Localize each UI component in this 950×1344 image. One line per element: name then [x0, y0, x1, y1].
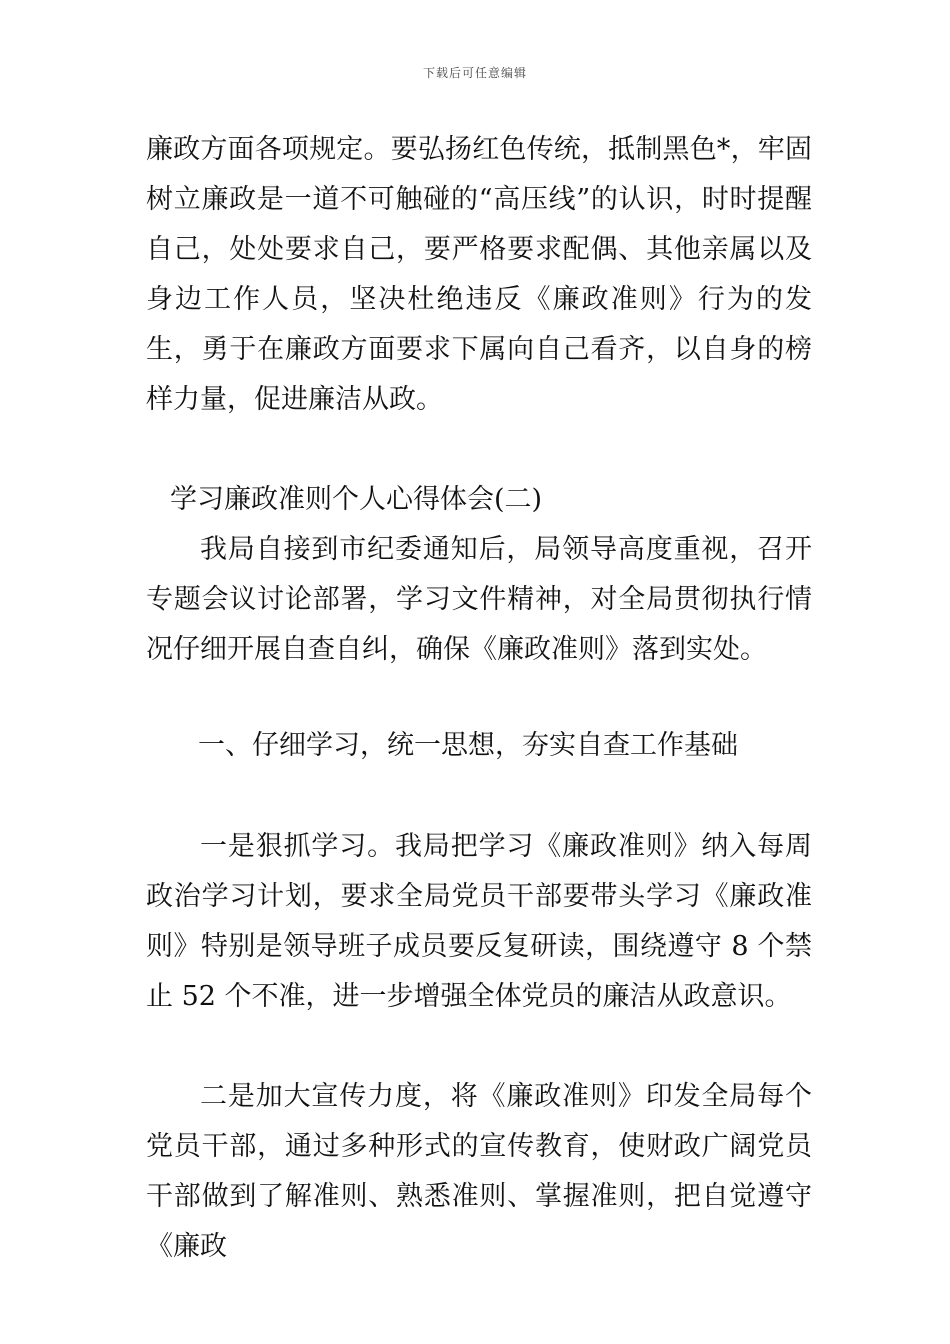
- paragraph-publicity: 二是加大宣传力度，将《廉政准则》印发全局每个党员干部，通过多种形式的宣传教育，使财政广阔党员干部做到了解准则、熟悉准则、掌握准则，把自觉遵守《廉政: [146, 1081, 812, 1262]
- section-title: 学习廉政准则个人心得体会(二): [170, 484, 543, 515]
- paragraph-intro: 我局自接到市纪委通知后，局领导高度重视，召开专题会议讨论部署，学习文件精神，对全局贯彻执行情况仔细开展自查自纠，确保《廉政准则》落到实处。: [146, 534, 812, 665]
- paragraph-integrity-rules: 廉政方面各项规定。要弘扬红色传统，抵制黑色*，牢固树立廉政是一道不可触碰的“高压线”的认识，时时提醒自己，处处要求自己，要严格要求配偶、其他亲属以及身边工作人员，坚决杜绝违反《廉政准则》行为的发生，勇于在廉政方面要求下属向自己看齐，以自身的榜样力量，促进廉洁从政。: [146, 134, 812, 415]
- header-note: 下载后可任意编辑: [422, 66, 527, 80]
- section-heading: 一、仔细学习，统一思想，夯实自查工作基础: [198, 730, 738, 761]
- paragraph-study: 一是狠抓学习。我局把学习《廉政准则》纳入每周政治学习计划，要求全局党员干部要带头学习《廉政准则》特别是领导班子成员要反复研读，围绕遵守 8 个禁止 52 个不准，进一步增强全体党员的廉洁从政意识。: [146, 831, 812, 1012]
